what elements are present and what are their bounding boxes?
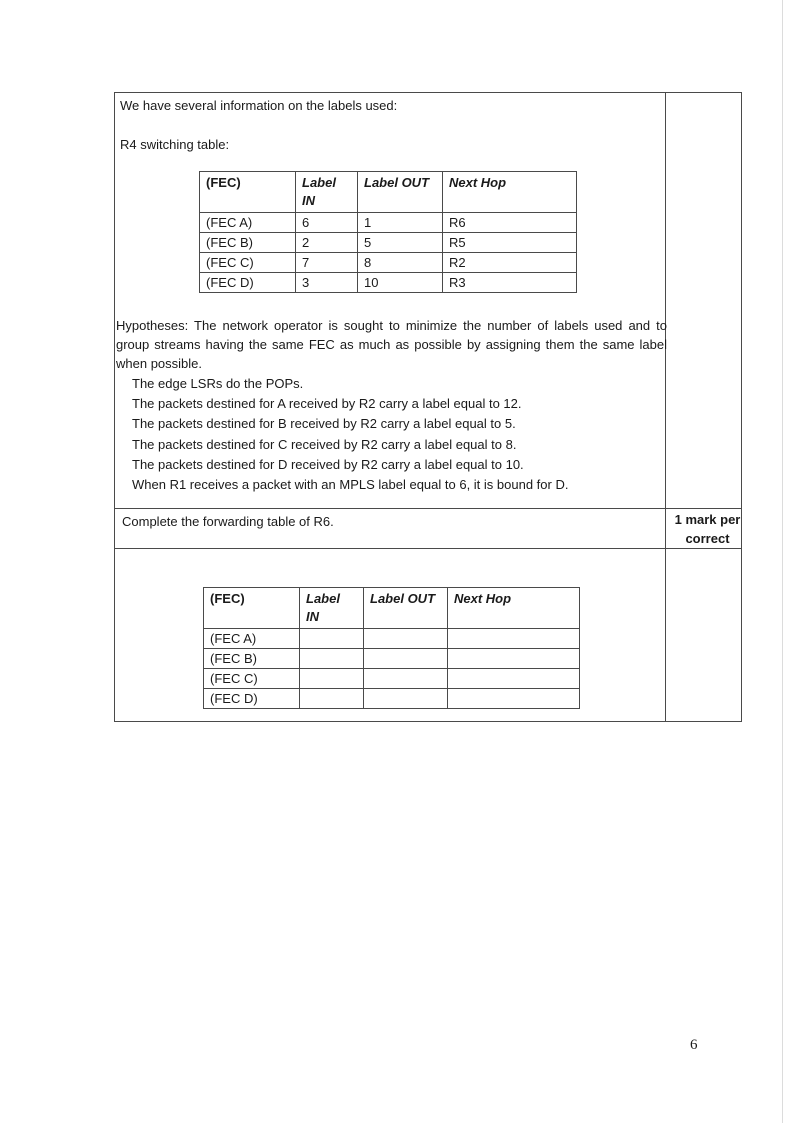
label-in-cell: 6 — [296, 213, 358, 233]
label-in-header — [300, 588, 364, 629]
question-text: Complete the forwarding table of R6. — [122, 514, 334, 529]
next-hop-cell[interactable] — [448, 629, 580, 649]
marks-column-divider — [665, 92, 666, 722]
list-item: The packets destined for C received by R2 carry a label equal to 8. — [132, 436, 517, 452]
marks-line-2: correct — [685, 531, 730, 546]
label-in-header-line2: IN — [302, 193, 315, 208]
r4-switching-table — [199, 171, 577, 293]
label-out-header: Label OUT — [364, 588, 448, 629]
next-hop-header: Next Hop — [443, 172, 577, 213]
fec-cell: (FEC A) — [204, 629, 300, 649]
list-item: The packets destined for A received by R2 carry a label equal to 12. — [132, 396, 522, 412]
label-out-cell: 10 — [358, 273, 443, 293]
next-hop-header: Next Hop — [448, 588, 580, 629]
next-hop-cell: R6 — [443, 213, 577, 233]
table-row — [200, 233, 577, 253]
label-in-cell: 7 — [296, 253, 358, 273]
fec-cell: (FEC B) — [204, 649, 300, 669]
label-out-cell: 5 — [358, 233, 443, 253]
fec-cell: (FEC D) — [204, 689, 300, 709]
label-in-cell[interactable] — [300, 649, 364, 669]
r4-table-title: R4 switching table: — [120, 137, 230, 152]
fec-cell: (FEC C) — [204, 669, 300, 689]
table-header-row — [204, 588, 580, 629]
label-in-header-line1: Label — [306, 591, 340, 606]
hypotheses-list — [132, 374, 568, 495]
label-out-cell[interactable] — [364, 669, 448, 689]
marks-label — [669, 510, 746, 548]
next-hop-cell[interactable] — [448, 689, 580, 709]
label-in-cell[interactable] — [300, 689, 364, 709]
next-hop-cell[interactable] — [448, 649, 580, 669]
intro-text: We have several information on the labels used: — [120, 98, 398, 113]
fec-header: (FEC) — [200, 172, 296, 213]
label-in-header-line1: Label — [302, 175, 336, 190]
fec-cell: (FEC A) — [200, 213, 296, 233]
list-item: The packets destined for D received by R2 carry a label equal to 10. — [132, 456, 524, 472]
table-row — [204, 669, 580, 689]
section-divider-bottom — [114, 548, 742, 549]
table-row — [204, 649, 580, 669]
next-hop-cell: R2 — [443, 253, 577, 273]
r6-forwarding-table — [203, 587, 580, 709]
page-edge — [782, 0, 783, 1123]
page-number: 6 — [690, 1037, 698, 1053]
label-out-cell[interactable] — [364, 689, 448, 709]
list-item: The edge LSRs do the POPs. — [132, 376, 304, 391]
list-item: The packets destined for B received by R2 carry a label equal to 5. — [132, 416, 516, 432]
label-in-cell: 3 — [296, 273, 358, 293]
label-out-cell: 8 — [358, 253, 443, 273]
next-hop-cell[interactable] — [448, 669, 580, 689]
label-out-cell: 1 — [358, 213, 443, 233]
label-in-cell[interactable] — [300, 629, 364, 649]
label-out-cell[interactable] — [364, 629, 448, 649]
fec-cell: (FEC D) — [200, 273, 296, 293]
label-out-cell[interactable] — [364, 649, 448, 669]
hypotheses-paragraph: Hypotheses: The network operator is sought to minimize the number of labels used and to group streams having the same FEC as much as possible by assigning them the same label when possible. — [116, 318, 667, 371]
list-item: When R1 receives a packet with an MPLS label equal to 6, it is bound for D. — [132, 477, 569, 493]
label-out-header: Label OUT — [358, 172, 443, 213]
table-row — [204, 629, 580, 649]
table-row — [200, 213, 577, 233]
table-header-row — [200, 172, 577, 213]
next-hop-cell: R5 — [443, 233, 577, 253]
label-in-cell: 2 — [296, 233, 358, 253]
table-row — [200, 273, 577, 293]
table-row — [204, 689, 580, 709]
fec-cell: (FEC C) — [200, 253, 296, 273]
table-row — [200, 253, 577, 273]
label-in-cell[interactable] — [300, 669, 364, 689]
fec-header: (FEC) — [204, 588, 300, 629]
label-in-header — [296, 172, 358, 213]
section-divider-top — [114, 508, 742, 509]
next-hop-cell: R3 — [443, 273, 577, 293]
label-in-header-line2: IN — [306, 609, 319, 624]
fec-cell: (FEC B) — [200, 233, 296, 253]
marks-line-1: 1 mark per — [674, 512, 741, 527]
